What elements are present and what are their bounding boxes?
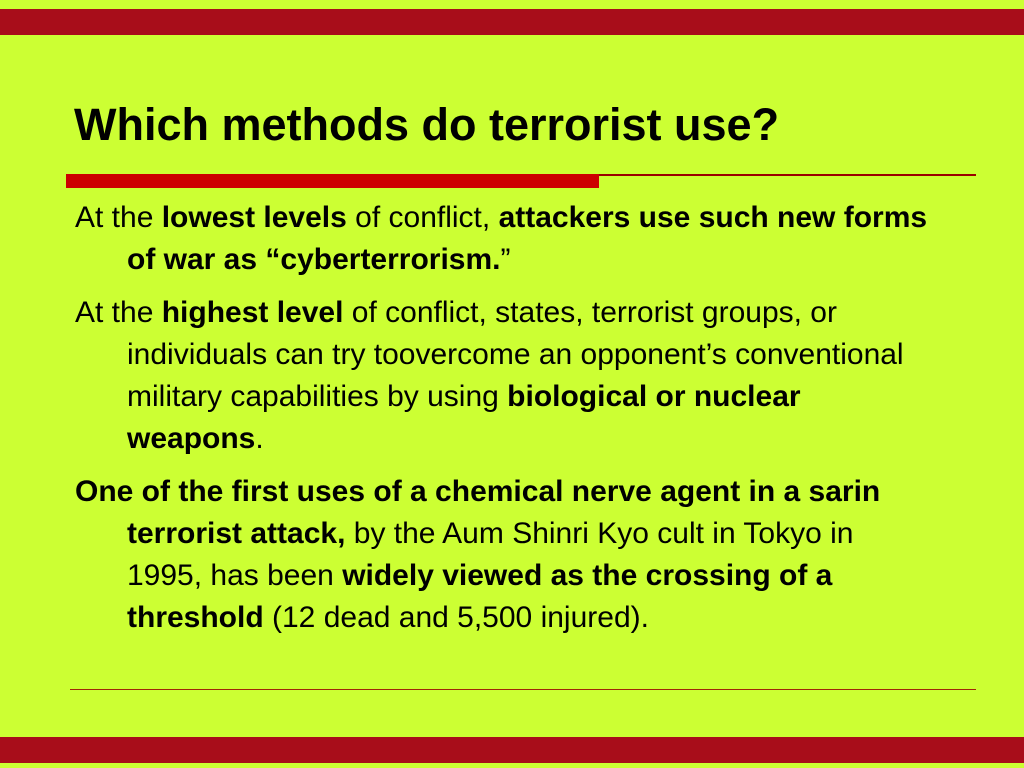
text-segment: (12 dead and 5,500 injured). (263, 601, 649, 634)
text-segment: 1995, has been (127, 559, 343, 592)
text-line (75, 292, 980, 334)
text-line (75, 418, 980, 460)
text-segment: One of the first uses of a chemical nerve agent in a sarin (75, 475, 881, 508)
text-line (75, 555, 980, 597)
paragraph (75, 471, 980, 639)
text-segment: lowest levels (161, 201, 347, 234)
text-segment: military capabilities by using (127, 380, 508, 413)
bottom-divider-line (70, 689, 976, 690)
text-segment: highest level (161, 296, 344, 329)
text-line (75, 334, 980, 376)
text-segment: terrorist attack, (127, 517, 346, 550)
slide-title: Which methods do terrorist use? (74, 99, 780, 150)
text-segment: At the (75, 296, 162, 329)
text-segment: threshold (127, 601, 264, 634)
text-segment: by the Aum Shinri Kyo cult in Tokyo in (345, 517, 854, 550)
text-segment: of conflict, states, terrorist groups, or (343, 296, 837, 329)
text-segment: individuals can try toovercome an opponent’s conventional (127, 338, 904, 371)
title-underline-bar (66, 174, 599, 188)
text-line (75, 471, 980, 513)
text-line (75, 197, 980, 239)
text-segment: ” (500, 243, 511, 276)
text-segment: attackers use such new forms (498, 201, 928, 234)
text-line (75, 513, 980, 555)
text-line (75, 597, 980, 639)
text-segment: biological or nuclear (507, 380, 801, 413)
text-segment: of conflict, (346, 201, 499, 234)
text-segment: widely viewed as the crossing of a (342, 559, 833, 592)
text-segment: weapons (127, 422, 256, 455)
paragraph (75, 292, 980, 460)
paragraph (75, 197, 980, 281)
bottom-frame-bar (0, 737, 1024, 763)
text-segment: of war as “cyberterrorism. (127, 243, 501, 276)
body-text (75, 197, 980, 650)
text-segment: . (255, 422, 264, 455)
text-line (75, 376, 980, 418)
text-segment: At the (75, 201, 162, 234)
text-line (75, 239, 980, 281)
title-underline-line (599, 174, 976, 176)
top-frame-bar (0, 9, 1024, 35)
